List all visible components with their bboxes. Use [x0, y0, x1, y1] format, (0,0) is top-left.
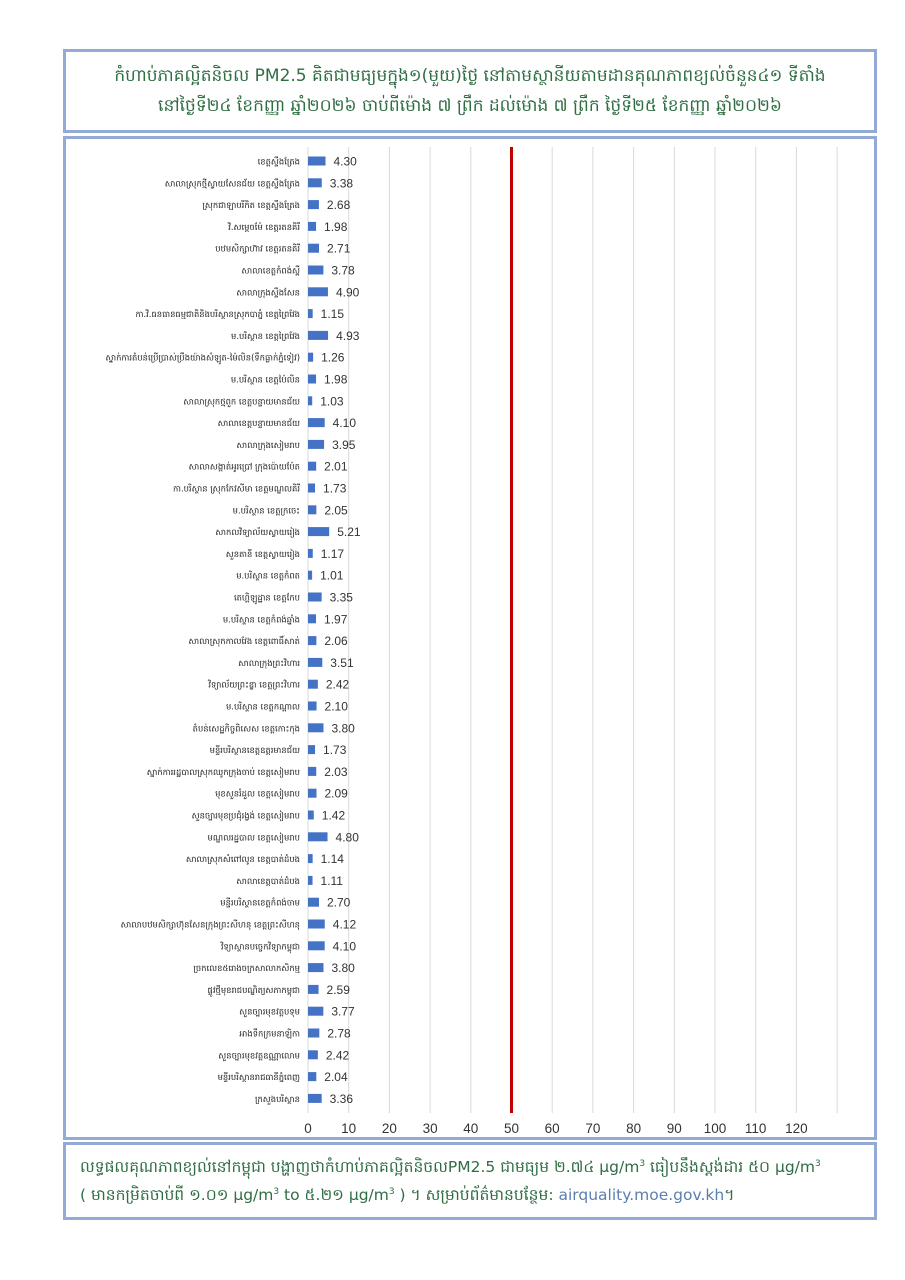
data-label: 2.78 [327, 1026, 351, 1041]
bar [308, 527, 329, 536]
footer-sup-1b: 3 [814, 1158, 821, 1169]
data-label: 1.03 [320, 394, 344, 409]
chart-box [63, 136, 877, 1140]
bar [308, 266, 323, 275]
bar [308, 920, 325, 929]
category-label: សួនតានី ខេត្តស្វាយរៀង [225, 548, 300, 559]
data-label: 3.95 [332, 437, 356, 452]
bar [308, 331, 328, 340]
category-label: កា.បរិស្ថាន ស្រុកកែវសីមា ខេត្តមណ្ឌលគិរី [172, 483, 300, 494]
title-line-1: កំហាប់ភាគល្អិតនិចល PM2.5 គិតជាមធ្យមក្នុង១(មួយ)ថ្ងៃ នៅតាមស្ថានីយតាមដានគុណភាពខ្យល់ចំនួន៤១ ទីតាំង [114, 66, 826, 86]
bar [308, 178, 322, 187]
data-label: 2.01 [324, 459, 348, 474]
bar [308, 287, 328, 296]
bar [308, 985, 319, 994]
category-label: មណ្ឌលរដ្ឋបាល ខេត្តសៀមរាប [207, 832, 300, 843]
data-label: 2.06 [324, 634, 348, 649]
category-label: សាលាស្រុកសំពៅលូន ខេត្តបាត់ដំបង [185, 854, 300, 865]
bar [308, 1094, 322, 1103]
category-label: តេហ្គិឡូដ្ឋាន ខេត្តកែប [233, 592, 300, 603]
data-label: 3.77 [331, 1004, 355, 1019]
title-line-2: នៅថ្ងៃទី២៤ ខែកញ្ញា ឆ្នាំ២០២៦ ចាប់ពីម៉ោង ៧ ព្រឹក ដល់ម៉ោង ៧ ព្រឹក ថ្ងៃទី២៥ ខែកញ្ញា ឆ្នាំ២០២៦ [158, 96, 782, 116]
bar [308, 571, 312, 580]
data-label: 3.36 [329, 1091, 354, 1106]
data-label: 2.68 [326, 198, 351, 213]
data-label: 4.80 [335, 830, 359, 845]
bar [308, 702, 317, 711]
category-label: សួនច្បារមុខវត្តឧណ្ណាលោម [218, 1050, 300, 1061]
bar [308, 157, 326, 166]
data-label: 1.01 [320, 568, 344, 583]
data-label: 1.98 [324, 219, 348, 234]
footer-line-2 [80, 1181, 860, 1209]
bar [308, 593, 322, 602]
data-label: 4.30 [333, 154, 357, 169]
data-label: 2.03 [324, 764, 348, 779]
category-label: សាលាស្រុកថ្មីស្វាយសែនជ័យ ខេត្តស្ទឹងត្រែង [164, 178, 300, 189]
x-tick-label: 90 [666, 1121, 682, 1136]
footer-text-1b: ធៀបនឹងស្តង់ដារ ៥០ μg/m [645, 1158, 815, 1176]
x-tick-label: 40 [463, 1121, 479, 1136]
bar [308, 309, 313, 318]
data-label: 5.21 [337, 525, 361, 540]
bar [308, 418, 325, 427]
bar [308, 832, 328, 841]
category-label: វិទ្យាល័យព្រះឧ្ឌា ខេត្តព្រះវិហារ [208, 679, 300, 690]
category-label: សាលាខេត្តបន្ទាយមានជ័យ [217, 418, 300, 429]
data-label: 1.73 [323, 743, 347, 758]
category-label: ម.បរិស្ថាន ខេត្តកំពត [236, 570, 300, 581]
bar [308, 767, 316, 776]
footer-sup-2a: 3 [273, 1186, 280, 1197]
category-label: បឋមសិក្សាហ៊ាវ ខេត្តរតនគិរី [215, 243, 300, 254]
category-label: ម.បរិស្ថាន ខេត្តព្រៃវែង [231, 330, 300, 341]
data-label: 3.38 [329, 176, 354, 191]
footer-text-2a: ( មានកម្រិតចាប់ពី ១.០១ μg/m [80, 1186, 274, 1204]
x-tick-label: 10 [341, 1121, 357, 1136]
bar [308, 440, 324, 449]
data-label: 3.80 [331, 721, 355, 736]
bar [308, 1072, 316, 1081]
data-label: 2.42 [325, 677, 350, 692]
bar [308, 680, 318, 689]
data-label: 2.71 [327, 241, 351, 256]
data-label: 1.73 [323, 481, 347, 496]
category-label: ម.បរិស្ថាន ខេត្តប៉ៃលិន [230, 374, 300, 385]
category-label: សាលាស្រុកកាលវែង ខេត្តពោធិ៍សាត់ [188, 636, 300, 647]
category-label: ផ្លូវថ្មីមុខរាជបណ្ឌិត្យសភាកម្ពុជា [207, 984, 300, 995]
category-label: តំបន់សេដ្ឋកិច្ចពិសេស ខេត្តកោះកុង [192, 723, 300, 734]
data-label: 2.70 [326, 895, 351, 910]
bar [308, 1029, 319, 1038]
category-label: សាលាខេត្តកំពង់ស្ពឺ [241, 265, 300, 276]
category-label: កា.វិ.ធនធានធម្មជាតិនិងបរិស្ថានស្រុកបាភ្នំ ខេត្តព្រៃវែង [135, 309, 300, 320]
data-label: 4.10 [332, 939, 357, 954]
title-box [63, 49, 877, 133]
category-label: អាងទឹកក្រមនាឡិកា [239, 1028, 300, 1039]
category-label: ស្រុកជាឡាបរីកិត ខេត្តស្ទឹងត្រែង [202, 200, 300, 211]
data-label: 1.11 [320, 873, 343, 888]
bar [308, 941, 325, 950]
category-label: ស្នាក់ការតំបន់ប្រើប្រាស់ប្រឹងយ៉ាងសំឡូត-ម៉ៃលិន(ទឹកធ្លាក់ភ្នំទៀវ) [105, 352, 300, 363]
category-label: មន្ទីរបរិស្ថានខេត្តកំពង់ចាម [220, 897, 300, 908]
data-label: 4.93 [336, 328, 360, 343]
category-label: មុខសួនរំដួល ខេត្តសៀមរាប [215, 788, 300, 799]
bar [308, 244, 319, 253]
bar [308, 222, 316, 231]
data-label: 1.14 [320, 852, 344, 867]
bar-chart [66, 139, 874, 1137]
category-label: សួនច្បារមុខវត្តបទុម [239, 1006, 300, 1017]
footer-sup-1a: 3 [639, 1158, 646, 1169]
category-label: ស្នាក់ការរដ្ឋបាលស្រុកឈូកក្រុងចាប់ ខេត្តសៀមរាប [146, 766, 300, 777]
x-tick-label: 0 [304, 1121, 312, 1136]
data-label: 4.12 [332, 917, 357, 932]
footer-sup-2b: 3 [388, 1186, 395, 1197]
data-label: 2.10 [324, 699, 348, 714]
data-label: 1.98 [324, 372, 348, 387]
website-link[interactable]: airquality.moe.gov.kh [558, 1186, 725, 1204]
bar [308, 484, 315, 493]
bar [308, 876, 313, 885]
bar [308, 789, 317, 798]
category-label: ម.បរិស្ថាន ខេត្តក្រចេះ [232, 505, 300, 516]
category-label: មន្ទីរបរិស្ថានខេត្តឧត្តរមានជ័យ [209, 745, 300, 756]
bar [308, 1007, 323, 1016]
category-label: សួនច្បារមុខប្រជុំរង្វង់ ខេត្តសៀមរាប [191, 810, 300, 821]
data-label: 3.80 [331, 961, 355, 976]
bar [308, 396, 312, 405]
category-label: មន្ទីរបរិស្ថានរាជធានីភ្នំពេញ [217, 1072, 300, 1083]
data-label: 2.05 [324, 503, 348, 518]
data-label: 3.35 [329, 590, 353, 605]
category-label: ក្រសួងបរិស្ថាន [254, 1093, 300, 1104]
bar [308, 505, 316, 514]
footer-line-1 [80, 1153, 860, 1181]
footer-text-1a: លទ្ធផលគុណភាពខ្យល់នៅកម្ពុជា បង្ហាញថាកំហាប់ភាគល្អិតនិចលPM2.5 ជាមធ្យម ២.៧៤ μg/m [80, 1158, 640, 1176]
data-label: 2.09 [324, 786, 348, 801]
data-label: 4.10 [332, 416, 357, 431]
data-label: 1.97 [324, 612, 348, 627]
footer-text-2c: ) ។ សម្រាប់ព័ត៌មានបន្ថែម: [394, 1186, 559, 1204]
data-label: 3.78 [331, 263, 355, 278]
bar [308, 636, 316, 645]
category-label: ម.បរិស្ថាន ខេត្តកំពង់ឆ្នាំង [222, 614, 300, 625]
category-label: សាលាក្រុងស្ទឹងសែន [236, 287, 300, 298]
category-label: វិទ្យាស្ថានបច្ចេកវិទ្យាកម្ពុជា [220, 941, 300, 952]
bar [308, 723, 323, 732]
data-label: 3.51 [330, 655, 354, 670]
category-label: សាលាស្រុកថ្មពួក ខេត្តបន្ទាយមានជ័យ [183, 396, 300, 407]
category-label: វិ.សម្តេចម៉ែ ខេត្តរតនគិរី [228, 221, 300, 232]
bar [308, 200, 319, 209]
x-tick-label: 70 [585, 1121, 601, 1136]
data-label: 1.17 [320, 546, 345, 561]
category-label: ខេត្តស្ទឹងត្រែង [257, 156, 300, 167]
bar [308, 658, 322, 667]
data-label: 4.90 [335, 285, 360, 300]
bar [308, 375, 316, 384]
category-label: ច្រកលេខ៥រោងចក្រសាលាកសិកម្ម [193, 963, 300, 974]
category-label: សាកលវិទ្យាល័យស្វាយរៀង [215, 527, 300, 538]
x-tick-label: 100 [703, 1121, 727, 1136]
x-tick-label: 120 [785, 1121, 808, 1136]
bar [308, 898, 319, 907]
x-tick-label: 20 [381, 1121, 397, 1136]
x-tick-label: 60 [544, 1121, 560, 1136]
x-tick-label: 110 [744, 1121, 767, 1136]
category-label: ម.បរិស្ថាន ខេត្តកណ្តាល [225, 701, 300, 712]
bar [308, 854, 313, 863]
category-label: សាលាបឋមសិក្សាហ៊ុនសែនក្រុងព្រះសីហនុ ខេត្តព្រះសីហនុ [120, 919, 300, 930]
data-label: 1.26 [321, 350, 345, 365]
bar [308, 549, 313, 558]
footer-text-2end: ។ [724, 1186, 735, 1204]
bar [308, 614, 316, 623]
x-tick-label: 30 [422, 1121, 438, 1136]
category-label: សាលាក្រុងសៀមរាប [236, 439, 300, 450]
category-label: សាលាក្រុងព្រះវិហារ [238, 657, 300, 668]
bar [308, 811, 314, 820]
data-label: 2.42 [325, 1048, 350, 1063]
data-label: 2.59 [326, 982, 350, 997]
data-label: 2.04 [324, 1070, 348, 1085]
category-label: សាលាសង្កាត់អូរប្រៅ ក្រុងប៉ោយប៉ែត [188, 461, 300, 472]
footer-text-2b: to ៥.២១ μg/m [279, 1186, 389, 1204]
bar [308, 963, 323, 972]
data-label: 1.42 [321, 808, 346, 823]
bar [308, 353, 313, 362]
data-label: 1.15 [320, 307, 345, 322]
footer-box [63, 1142, 877, 1220]
x-tick-label: 80 [626, 1121, 642, 1136]
bar [308, 462, 316, 471]
x-tick-label: 50 [503, 1121, 520, 1136]
bar [308, 745, 315, 754]
category-label: សាលាខេត្តបាត់ដំបង [236, 875, 300, 886]
bar [308, 1050, 318, 1059]
